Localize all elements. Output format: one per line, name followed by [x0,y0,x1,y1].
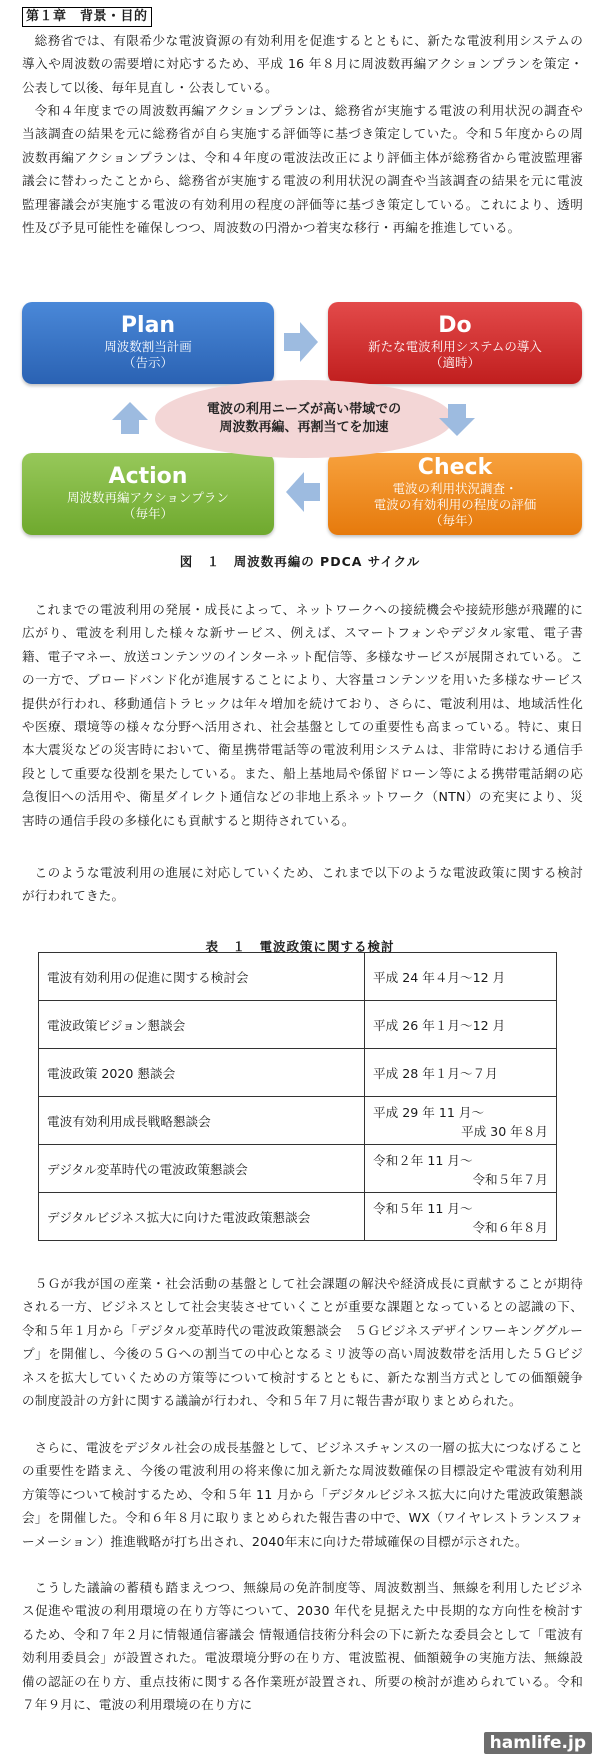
period-start: 平成 26 年１月～12 月 [373,1018,506,1033]
pdca-action-box [22,453,274,535]
table-row [39,1001,557,1049]
center-line-2: 周波数再編、再割当てを加速 [219,420,389,435]
do-title: Do [438,313,472,338]
check-line-2: 電波の有効利用の程度の評価 [373,497,537,512]
paragraph-3: これまでの電波利用の発展・成長によって、ネットワークへの接続機会や接続形態が飛躍的に広がり、電波を利用した様々な新サービス、例えば、スマートフォンやデジタル家電、電子書籍、電子マネー、放送コンテンツのインターネット配信等、多様なサービスが展開されている。この一方で、ブロードバンド化が進展することにより、大容量コンテンツを用いた多様なサービス提供が行われ、移動通信トラヒックは年々増加を続けており、さらに、電波利用は、地域活性化や医療、環境等の様々な分野へ活用され、社会基盤としての重要性も高まっている。特に、東日本大震災などの災害時において、衛星携帯電話等の電波利用システムは、非常時における通信手段として重要な役割を果たしている。また、船上基地局や係留ドローン等による携帯電話網の応急復旧への活用や、衛星ダイレクト通信などの非地上系ネットワーク（NTN）の充実により、災害時の通信手段の多様化にも貢献すると期待されている。 [22,602,583,828]
table-cell-period [365,1097,557,1145]
plan-line-2: （告示） [122,355,173,370]
table-caption: 表 １ 電波政策に関する検討 [205,939,395,954]
center-line-1: 電波の利用ニーズが高い帯域での [206,402,402,417]
figure-caption: 図 １ 周波数再編の PDCA サイクル [179,554,421,569]
pdca-check-box [328,453,582,535]
do-line-1: 新たな電波利用システムの導入 [368,339,542,354]
period-start: 令和２年 11 月～ [373,1152,473,1168]
arrow-right-icon [284,322,318,362]
table-row [39,1145,557,1193]
table-cell-period [365,953,557,1001]
arrow-up-icon [112,402,148,434]
table-row [39,1049,557,1097]
period-end: 令和５年７月 [472,1171,548,1187]
paragraph-1: 総務省では、有限希少な電波資源の有効利用を促進するとともに、新たな電波利用システムの導入や周波数の需要増に対応するため、平成 16 年８月に周波数再編アクションプランを策定・公表して以後、毎年見直し・公表している。 [22,33,583,95]
table-row [39,953,557,1001]
table-cell-period [365,1049,557,1097]
plan-line-1: 周波数割当計画 [104,339,192,354]
table-cell-name: 電波有効利用の促進に関する検討会 [39,953,365,1001]
table-row [39,1097,557,1145]
table-row [39,1193,557,1241]
pdca-do-box [328,302,582,384]
action-title: Action [108,464,188,489]
check-line-1: 電波の利用状況調査・ [392,481,518,496]
pdca-diagram [22,300,582,540]
plan-title: Plan [120,313,176,338]
do-line-2: （適時） [429,355,480,370]
paragraph-5: ５Ｇが我が国の産業・社会活動の基盤として社会課題の解決や経済成長に貢献することが期待される一方、ビジネスとして社会実装させていくことが重要な課題となっているとの認識の下、令和５年１月から「デジタル変革時代の電波政策懇談会 ５Ｇビジネスデザインワーキンググループ」を開催し、今後の５Ｇへの割当ての中心となるミリ波等の高い周波数帯を活用した５Ｇビジネスを拡大していくための方策等について検討するとともに、新たな割当方式としての価額競争の制度設計の方針に関する議論が行われ、令和５年７月に報告書が取りまとめられた。 [22,1276,583,1409]
check-line-3: （毎年） [429,513,480,528]
table-cell-name: デジタルビジネス拡大に向けた電波政策懇談会 [39,1193,365,1241]
table-cell-period [365,1001,557,1049]
arrow-left-icon [286,472,320,512]
table-cell-period [365,1193,557,1241]
chapter-heading: 第１章 背景・目的 [22,7,152,27]
paragraph-4: このような電波利用の進展に対応していくため、これまで以下のような電波政策に関する検討が行われてきた。 [22,865,583,904]
period-start: 令和５年 11 月～ [373,1200,473,1216]
action-line-1: 周波数再編アクションプラン [67,490,229,505]
table-cell-name: デジタル変革時代の電波政策懇談会 [39,1145,365,1193]
paragraph-6: さらに、電波をデジタル社会の成長基盤として、ビジネスチャンスの一層の拡大につなげることの重要性を踏まえ、今後の電波利用の将来像に加え新たな周波数確保の目標設定や電波有効利用方策等について検討するため、令和５年 11 月から「デジタルビジネス拡大に向けた電波政策懇談会」を開催した。令和６年８月に取りまとめられた報告書の中で、WX（ワイヤレストランスフォーメーション）推進戦略が打ち出され、2040年末に向けた帯域確保の目標が示された。 [22,1440,583,1549]
period-start: 平成 24 年４月～12 月 [373,970,506,985]
table-cell-name: 電波政策ビジョン懇談会 [39,1001,365,1049]
period-end: 令和６年８月 [472,1219,548,1235]
center-ellipse [155,380,453,458]
table-cell-name: 電波有効利用成長戦略懇談会 [39,1097,365,1145]
period-start: 平成 29 年 11 月～ [373,1104,485,1120]
policy-table [38,952,557,1241]
table-cell-name: 電波政策 2020 懇談会 [39,1049,365,1097]
paragraph-7: こうした議論の蓄積も踏まえつつ、無線局の免許制度等、周波数割当、無線を利用したビジネス促進や電波の利用環境の在り方等について、2030 年代を見据えた中長期的な方向性を検討するため、令和７年２月に情報通信審議会 情報通信技術分科会の下に新たな委員会として「電波有効利用委員会」が設置された。電波環境分野の在り方、電波監視、価額競争の実施方法、無線設備の認証の在り方、重点技術に関する各作業班が設置され、所要の検討が進められている。令和７年９月に、電波の利用環境の在り方に [22,1580,583,1713]
action-line-2: （毎年） [122,506,173,521]
pdca-plan-box [22,302,274,384]
period-start: 平成 28 年１月～７月 [373,1066,498,1081]
period-end: 平成 30 年８月 [460,1123,548,1139]
watermark-logo: hamlife.jp [484,1732,592,1754]
check-title: Check [417,455,493,480]
table-cell-period [365,1145,557,1193]
arrow-down-icon [439,404,475,436]
paragraph-2: 令和４年度までの周波数再編アクションプランは、総務省が実施する電波の利用状況の調査や当該調査の結果を元に総務省が自ら実施する評価等に基づき策定していた。令和５年度からの周波数再編アクションプランは、令和４年度の電波法改正により評価主体が総務省から電波監理審議会に替わったことから、総務省が実施する電波の利用状況の調査や当該調査の結果を元に電波監理審議会が実施する電波の有効利用の程度の評価等に基づき策定している。これにより、透明性及び予見可能性を確保しつつ、周波数の円滑かつ着実な移行・再編を推進している。 [22,103,583,236]
